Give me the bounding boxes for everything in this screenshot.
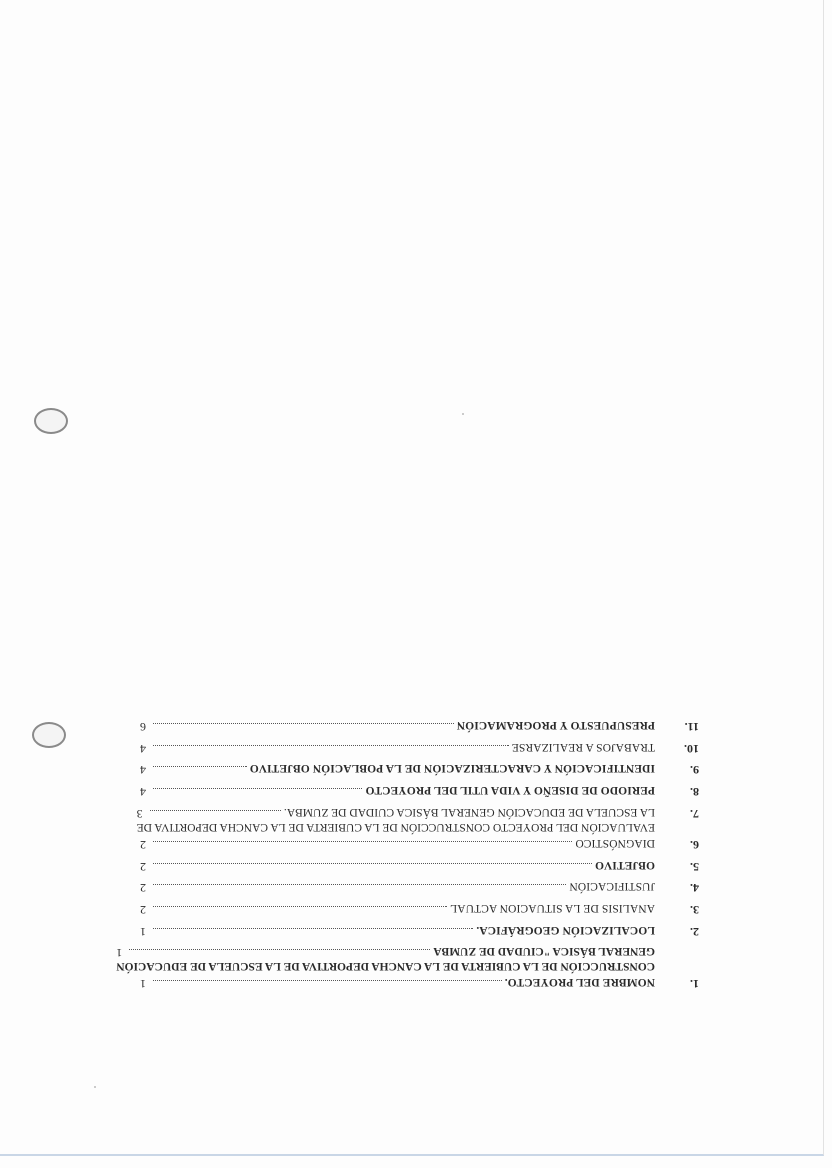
dot-leader	[153, 863, 592, 864]
toc-title: JUSTIFICACIÓN	[569, 880, 655, 893]
toc-number: 3.	[690, 902, 699, 917]
dot-leader	[150, 810, 281, 811]
toc-item	[140, 880, 705, 902]
toc-page: 1	[140, 924, 146, 939]
dot-leader	[153, 906, 447, 907]
dot-leader	[153, 884, 566, 885]
toc-item	[140, 859, 705, 881]
toc-page: 1	[116, 946, 123, 961]
toc-title: IDENTIFICACIÓN Y CARACTERIZACIÓN DE LA POBLACIÓN OBJETIVO	[249, 762, 655, 775]
toc-title: NOMBRE DEL PROYECTO.	[504, 976, 655, 989]
toc-title-line: CONSTRUCCIÓN DE LA CUBIERTA DE LA CANCHA DEPORTIVA DE LA ESCUELA DE EDUCACIÓN	[116, 960, 655, 973]
dot-leader	[153, 841, 572, 842]
toc-number: 6.	[690, 837, 699, 852]
toc-title: LOCALIZACIÓN GEOGRÁFICA.	[476, 923, 655, 936]
toc-page: 2	[140, 902, 146, 917]
scan-speck	[462, 413, 464, 415]
toc-page: 2	[140, 881, 146, 896]
dot-leader	[153, 928, 473, 929]
toc-item	[136, 805, 705, 833]
toc-item	[140, 924, 705, 946]
toc-title: PERIODO DE DISEÑO Y VIDA UTIL DEL PROYECTO	[365, 784, 655, 797]
toc-number: 7.	[690, 806, 699, 821]
toc-item	[140, 741, 705, 763]
dot-leader	[153, 745, 509, 746]
toc-item	[140, 719, 705, 741]
scan-speck	[94, 1086, 96, 1088]
toc-number: 5.	[690, 859, 699, 874]
toc-number: 2.	[690, 924, 699, 939]
toc-title: PRESUPUESTO Y PROGRAMACIÓN	[456, 719, 655, 732]
dot-leader	[153, 767, 247, 768]
table-of-contents	[116, 698, 705, 998]
toc-item	[116, 945, 705, 973]
toc-number: 4.	[690, 881, 699, 896]
toc-number: 11.	[684, 720, 699, 735]
toc-number: 8.	[690, 785, 699, 800]
toc-title-line: LA ESCUELA DE EDUCACIÓN GENERAL BÁSICA CUIDAD DE ZUMBA.	[283, 805, 655, 818]
toc-page: 2	[140, 837, 146, 852]
toc-title-line: GENERAL BÁSICA "CIUDAD DE ZUMBA	[433, 945, 655, 958]
dot-leader	[153, 788, 362, 789]
toc-page: 4	[140, 741, 146, 756]
toc-page: 6	[140, 720, 146, 735]
toc-title: OBJETIVO	[594, 858, 655, 871]
toc-page: 4	[140, 785, 146, 800]
dot-leader	[153, 980, 502, 981]
dot-leader	[153, 723, 454, 724]
toc-page: 1	[140, 977, 146, 992]
toc-number: 10.	[684, 741, 699, 756]
toc-title-line: EVALUACIÓN DEL PROYECTO CONSTRUCCIÓN DE LA CUBIERTA DE LA CANCHA DEPORTIVA DE	[136, 820, 655, 833]
toc-item	[140, 784, 705, 806]
toc-page: 3	[136, 806, 143, 821]
toc-number: 9.	[690, 763, 699, 778]
toc-item	[140, 902, 705, 924]
punch-hole-bottom	[32, 722, 66, 748]
toc-item	[140, 837, 705, 859]
toc-title: ANALISIS DE LA SITUACION ACTUAL	[450, 901, 655, 914]
toc-item	[140, 763, 705, 785]
toc-page: 2	[140, 859, 146, 874]
toc-title: TRABAJOS A REALIZARSE	[511, 740, 655, 753]
toc-number: 1.	[690, 977, 699, 992]
punch-hole-top	[34, 408, 68, 434]
dot-leader	[129, 949, 430, 950]
toc-title: DIAGNÓSTICO	[575, 836, 655, 849]
toc-item	[140, 976, 705, 998]
toc-page: 4	[140, 763, 146, 778]
